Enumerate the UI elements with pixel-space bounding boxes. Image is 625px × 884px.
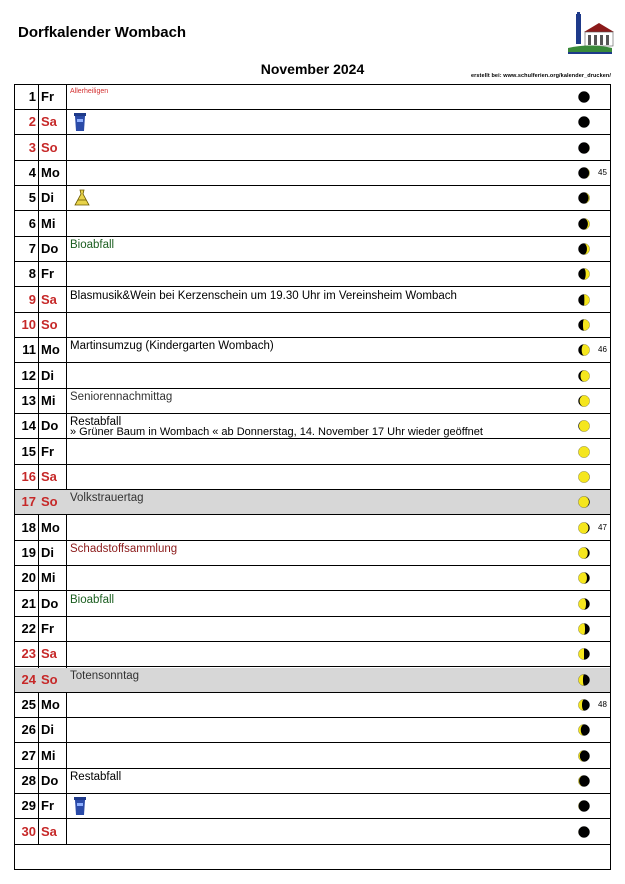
day-row	[15, 389, 610, 414]
weekday-label: Di	[41, 190, 54, 206]
weekday-label: Fr	[41, 89, 54, 104]
weekday-label: So	[41, 316, 58, 332]
weekday-label: Mo	[41, 696, 60, 712]
event-text: Martinsumzug (Kindergarten Wombach)	[70, 340, 274, 353]
weekday-label: Sa	[41, 291, 57, 307]
moon-phase-icon	[578, 572, 590, 584]
page-title: Dorfkalender Wombach	[18, 24, 187, 41]
week-number: 47	[598, 522, 607, 532]
day-number: 18	[21, 519, 36, 535]
day-number: 28	[21, 772, 36, 788]
week-number: 46	[598, 345, 607, 355]
weekday-label: So	[41, 139, 58, 155]
day-number: 17	[21, 494, 36, 510]
moon-phase-icon	[578, 344, 590, 356]
day-number: 22	[21, 620, 36, 636]
event-text: Bioabfall	[70, 593, 115, 606]
weekday-label: Mi	[41, 215, 56, 231]
event-text: » Grüner Baum in Wombach « ab Donnerstag, 14. November 17 Uhr wieder geöffnet	[70, 426, 483, 439]
moon-phase-icon	[578, 218, 590, 230]
day-number: 2	[28, 114, 36, 130]
weekday-label: Sa	[41, 823, 57, 839]
day-row	[15, 186, 610, 211]
day-row	[15, 642, 610, 667]
weekday-label: Fr	[41, 798, 54, 814]
event-text: Restabfall	[70, 770, 122, 783]
weekday-label: Mi	[41, 392, 56, 408]
moon-phase-icon	[578, 826, 590, 838]
day-row	[15, 617, 610, 642]
weekday-label: Mo	[41, 519, 60, 535]
weekday-label: Di	[41, 367, 54, 383]
weekday-label: Mi	[41, 747, 56, 763]
weekday-label: Do	[41, 418, 59, 434]
weekday-label: Sa	[41, 468, 57, 484]
weekday-label: So	[41, 671, 58, 687]
day-row	[15, 136, 610, 161]
day-number: 6	[28, 215, 36, 231]
moon-phase-icon	[578, 775, 590, 787]
day-row	[15, 237, 610, 262]
day-row	[15, 364, 610, 389]
moon-phase-icon	[578, 294, 590, 306]
day-row	[15, 769, 610, 794]
event-text: Allerheiligen	[70, 88, 109, 95]
moon-phase-icon	[578, 395, 590, 407]
day-number: 19	[21, 544, 36, 560]
calendar-table	[14, 84, 611, 870]
day-number: 24	[21, 671, 36, 687]
day-number: 9	[28, 291, 36, 307]
day-number: 14	[21, 418, 36, 434]
church-logo-icon	[566, 12, 614, 56]
event-text: Totensonntag	[70, 669, 140, 682]
day-row	[15, 440, 610, 465]
day-number: 7	[28, 240, 36, 256]
day-number: 1	[28, 89, 36, 104]
day-row	[15, 668, 610, 693]
moon-phase-icon	[578, 268, 590, 280]
bin-icon	[73, 112, 87, 132]
bin-icon	[73, 796, 87, 816]
day-number: 27	[21, 747, 36, 763]
day-row	[15, 212, 610, 237]
day-number: 21	[21, 595, 36, 611]
moon-phase-icon	[578, 167, 590, 179]
day-row	[15, 541, 610, 566]
day-row	[15, 262, 610, 287]
day-number: 13	[21, 392, 36, 408]
moon-phase-icon	[578, 623, 590, 635]
weekday-label: Do	[41, 595, 59, 611]
moon-phase-icon	[578, 699, 590, 711]
weekday-label: Fr	[41, 620, 54, 636]
day-number: 30	[21, 823, 36, 839]
sack-icon	[73, 188, 91, 208]
weekday-label: Do	[41, 240, 59, 256]
day-row	[15, 820, 610, 845]
day-number: 25	[21, 696, 36, 712]
day-number: 10	[21, 316, 36, 332]
weekday-label: Mi	[41, 570, 56, 586]
event-text: Blasmusik&Wein bei Kerzenschein um 19.30 Uhr im Vereinsheim Wombach	[70, 289, 457, 302]
weekday-label: Fr	[41, 266, 54, 282]
day-number: 26	[21, 722, 36, 738]
weekday-label: Mo	[41, 342, 60, 358]
day-number: 8	[28, 266, 36, 282]
moon-phase-icon	[578, 750, 590, 762]
day-row	[15, 465, 610, 490]
moon-phase-icon	[578, 800, 590, 812]
event-text: Restabfall	[70, 416, 122, 429]
day-row	[15, 338, 610, 363]
moon-phase-icon	[578, 142, 590, 154]
day-row	[15, 161, 610, 186]
day-number: 16	[21, 468, 36, 484]
moon-phase-icon	[578, 674, 590, 686]
day-row	[15, 693, 610, 718]
day-row	[15, 592, 610, 617]
day-row	[15, 566, 610, 591]
month-heading: November 2024	[260, 61, 365, 77]
day-row	[15, 744, 610, 769]
day-number: 11	[22, 342, 36, 358]
credit-note: erstellt bei: www.schulferien.org/kalender_drucken/	[471, 73, 611, 79]
moon-phase-icon	[578, 192, 590, 204]
moon-phase-icon	[578, 471, 590, 483]
day-row	[15, 414, 610, 439]
week-number: 48	[598, 699, 607, 709]
weekday-label: Sa	[41, 114, 57, 130]
event-text: Volkstrauertag	[70, 492, 144, 505]
day-number: 12	[21, 367, 36, 383]
weekday-label: Di	[41, 544, 54, 560]
moon-phase-icon	[578, 91, 590, 103]
weekday-label: Do	[41, 772, 59, 788]
moon-phase-icon	[578, 116, 590, 128]
day-row	[15, 313, 610, 338]
day-number: 3	[28, 139, 36, 155]
day-row	[15, 490, 610, 515]
event-text: Bioabfall	[70, 238, 115, 251]
weekday-label: Di	[41, 722, 54, 738]
moon-phase-icon	[578, 243, 590, 255]
moon-phase-icon	[578, 446, 590, 458]
day-row	[15, 718, 610, 743]
day-number: 29	[21, 798, 36, 814]
weekday-label: Sa	[41, 646, 57, 662]
day-number: 4	[28, 164, 36, 180]
moon-phase-icon	[578, 598, 590, 610]
moon-phase-icon	[578, 420, 590, 432]
day-number: 20	[21, 570, 36, 586]
moon-phase-icon	[578, 724, 590, 736]
day-row	[15, 288, 610, 313]
event-text: Seniorennachmittag	[70, 390, 173, 403]
weekday-label: So	[41, 494, 58, 510]
moon-phase-icon	[578, 522, 590, 534]
day-number: 5	[28, 190, 36, 206]
week-number: 45	[598, 167, 607, 177]
day-number: 23	[21, 646, 36, 662]
weekday-label: Mo	[41, 164, 60, 180]
moon-phase-icon	[578, 496, 590, 508]
day-number: 15	[21, 443, 36, 459]
moon-phase-icon	[578, 319, 590, 331]
moon-phase-icon	[578, 547, 590, 559]
moon-phase-icon	[578, 648, 590, 660]
moon-phase-icon	[578, 370, 590, 382]
weekday-label: Fr	[41, 443, 54, 459]
day-row	[15, 794, 610, 819]
day-row	[15, 85, 610, 110]
day-row	[15, 516, 610, 541]
day-row	[15, 110, 610, 135]
event-text: Schadstoffsammlung	[70, 542, 178, 555]
